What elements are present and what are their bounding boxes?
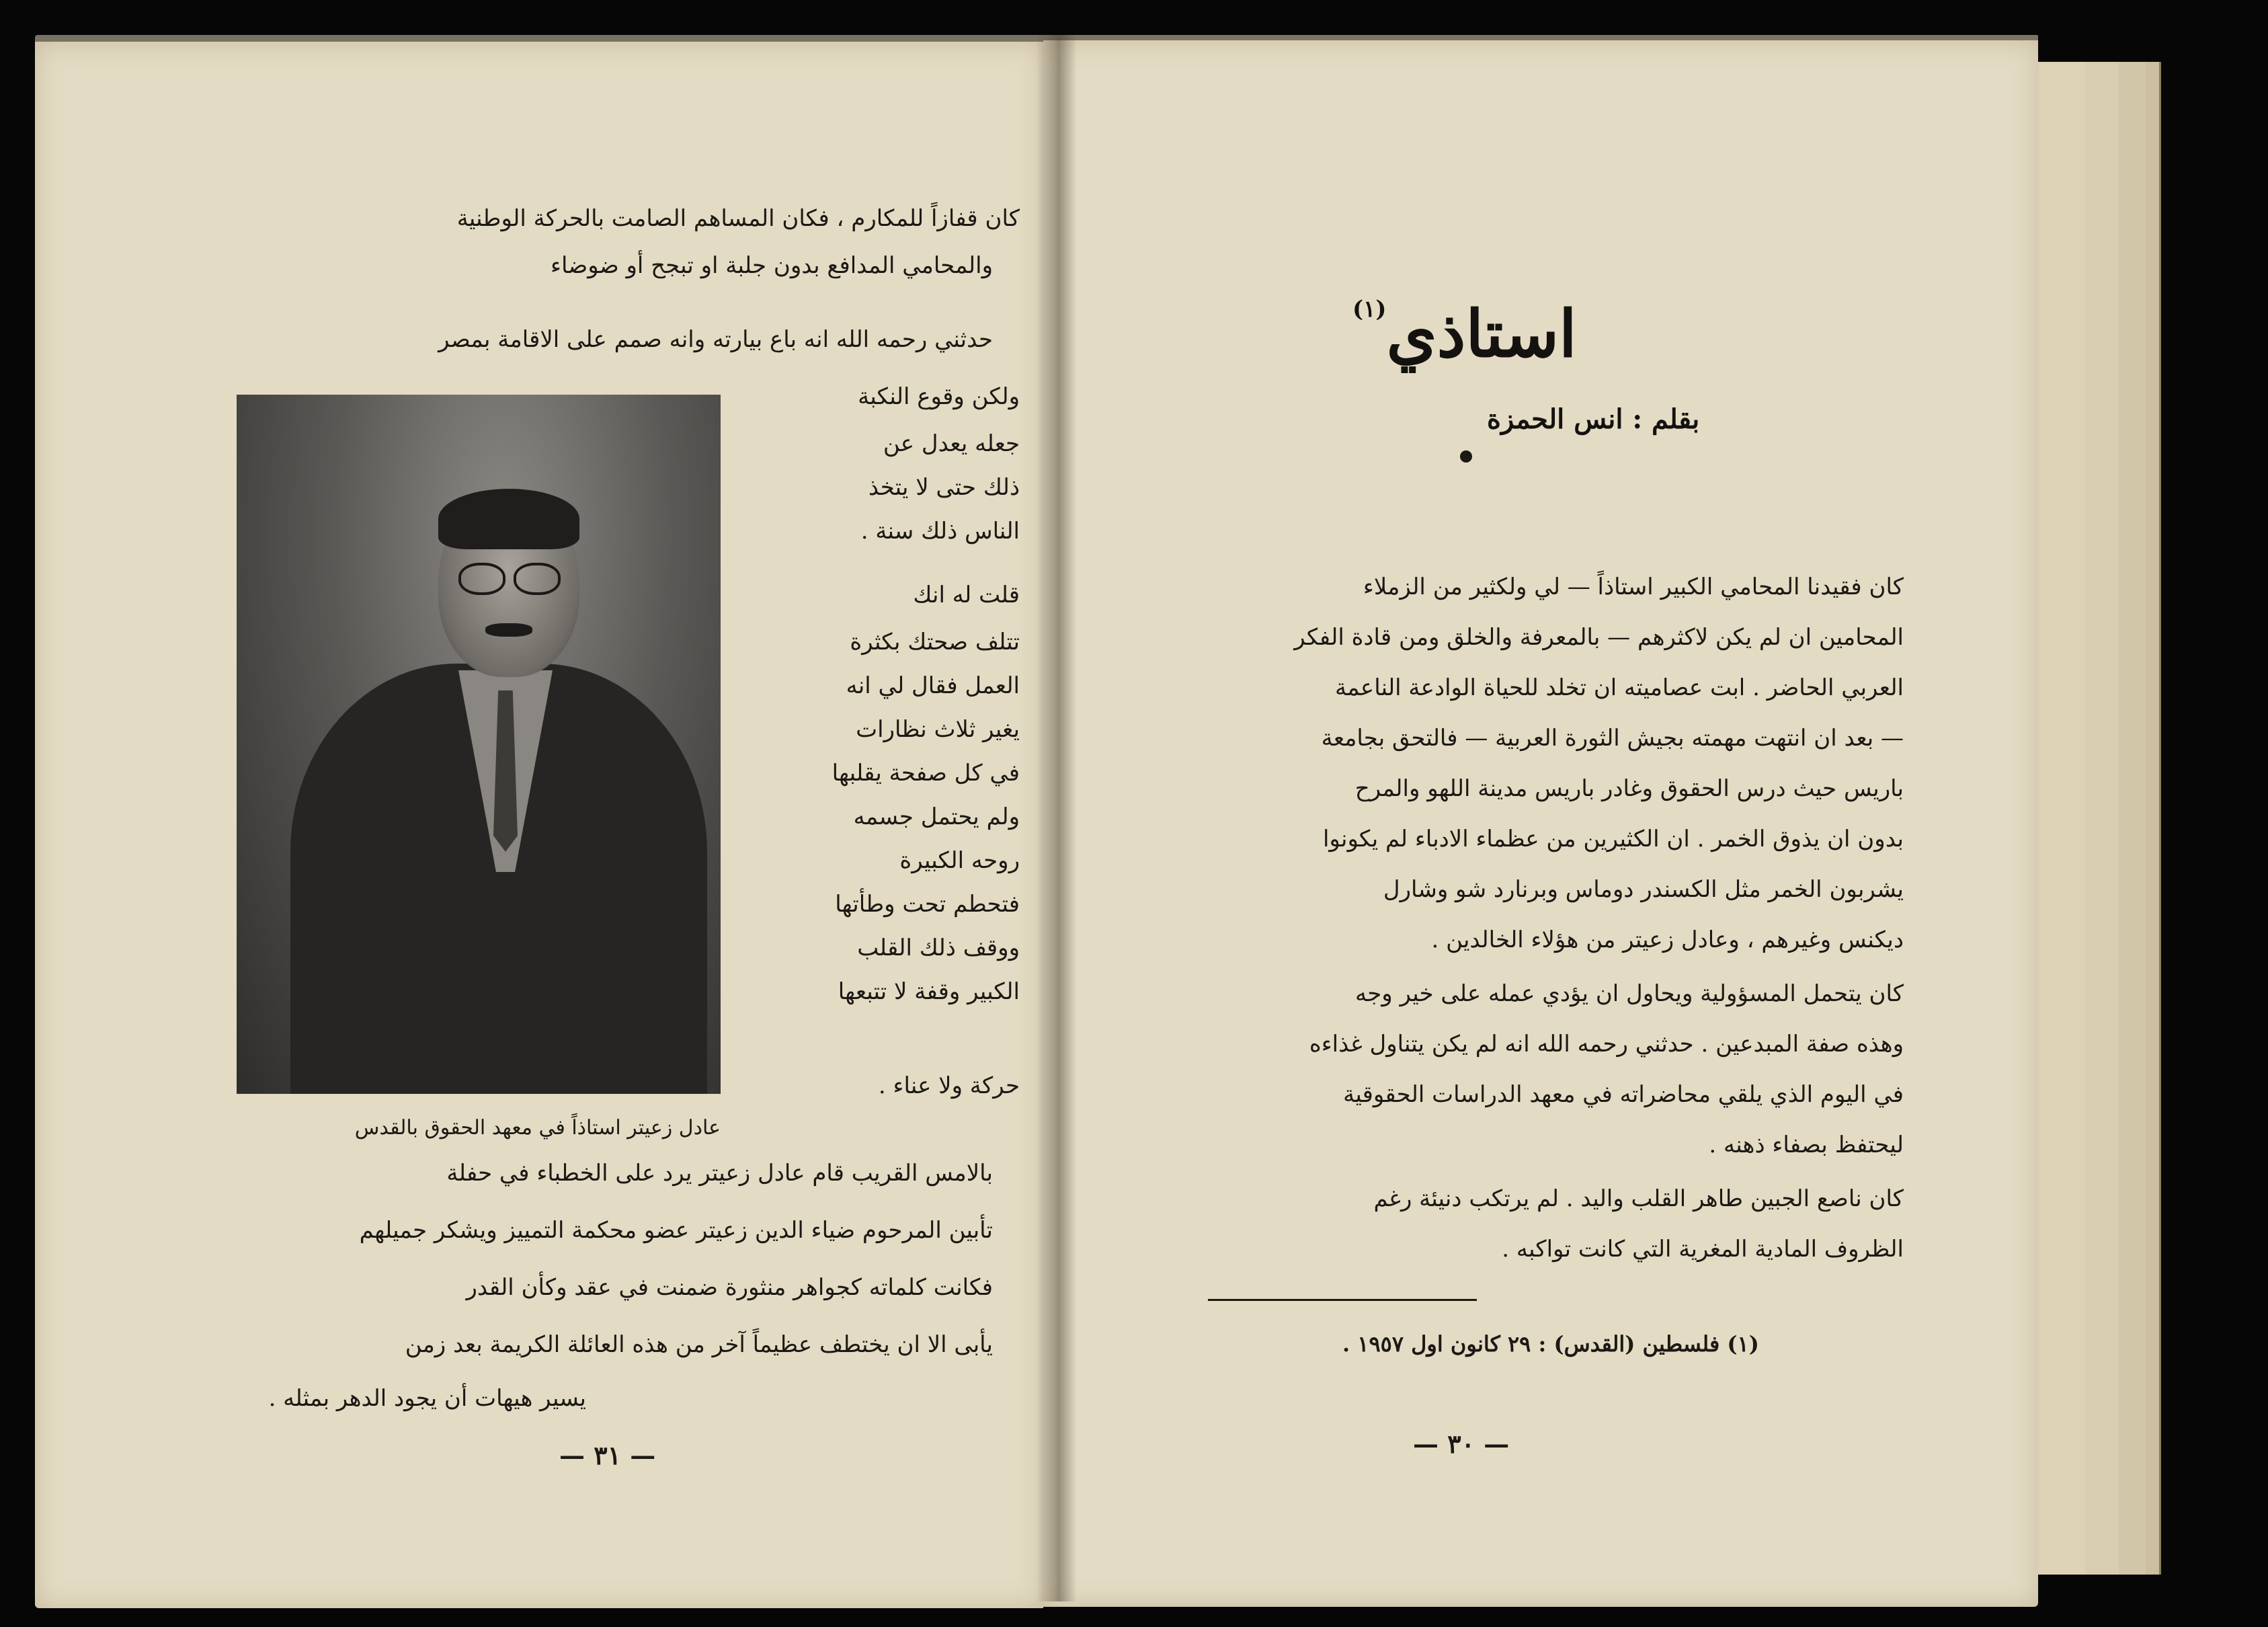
text-line: كان فقيدنا المحامي الكبير استاذاً — لي ولكثير من الزملاء (1363, 573, 1904, 600)
page-edges (2119, 62, 2147, 1575)
byline: بقلم : انس الحمزة (1487, 403, 1700, 435)
text-line: بالامس القريب قام عادل زعيتر يرد على الخطباء في حفلة (446, 1160, 993, 1187)
text-line: ذلك حتى لا يتخذ (868, 474, 1020, 501)
text-line: فتحطم تحت وطأتها (835, 891, 1020, 918)
text-line: العربي الحاضر . ابت عصاميته ان تخلد للحياة الوادعة الناعمة (1335, 674, 1904, 701)
portrait-photo (237, 395, 721, 1094)
text-line: الناس ذلك سنة . (860, 518, 1020, 545)
left-page (35, 35, 1043, 1608)
text-line: الظروف المادية المغرية التي كانت تواكبه . (1502, 1236, 1904, 1263)
open-book (35, 35, 2159, 1608)
text-line: ديكنس وغيرهم ، وعادل زعيتر من هؤلاء الخالدين . (1431, 926, 1904, 953)
text-line: كان يتحمل المسؤولية ويحاول ان يؤدي عمله على خير وجه (1355, 980, 1904, 1007)
text-line: الكبير وقفة لا تتبعها (838, 978, 1020, 1005)
page-number-right: — ٣٠ — (1413, 1429, 1510, 1459)
text-line: يأبى الا ان يختطف عظيماً آخر من هذه العائلة الكريمة بعد زمن (405, 1331, 993, 1358)
text-line: جعله يعدل عن (883, 430, 1020, 457)
text-line: يغير ثلاث نظارات (856, 716, 1020, 743)
text-line: قلت له انك (913, 582, 1020, 608)
text-line: يسير هيهات أن يجود الدهر بمثله . (268, 1385, 586, 1412)
text-line: — بعد ان انتهت مهمته بجيش الثورة العربية — فالتحق بجامعة (1321, 725, 1904, 752)
text-line: حدثني رحمه الله انه باع بيارته وانه صمم على الاقامة بمصر (438, 326, 993, 353)
text-line: المحامين ان لم يكن لاكثرهم — بالمعرفة والخلق ومن قادة الفكر (1294, 624, 1904, 651)
text-line: وهذه صفة المبدعين . حدثني رحمه الله انه لم يكن يتناول غذاءه (1309, 1031, 1904, 1058)
text-line: روحه الكبيرة (899, 847, 1020, 874)
book-gutter (1037, 35, 1077, 1601)
text-line: ووقف ذلك القلب (857, 935, 1020, 961)
text-line: بدون ان يذوق الخمر . ان الكثيرين من عظماء الادباء لم يكونوا (1322, 826, 1904, 852)
text-line: والمحامي المدافع بدون جلبة او تبجح أو ضوضاء (551, 252, 993, 279)
text-line: في كل صفحة يقلبها (832, 760, 1020, 787)
text-line: كان ناصع الجبين طاهر القلب واليد . لم يرتكب دنيئة رغم (1373, 1185, 1904, 1212)
article-title (1352, 296, 1577, 372)
text-line: حركة ولا عناء . (878, 1072, 1020, 1099)
text-line: باريس حيث درس الحقوق وغادر باريس مدينة اللهو والمرح (1354, 775, 1904, 802)
text-line: ولم يحتمل جسمه (853, 803, 1020, 830)
text-line: العمل فقال لي انه (846, 672, 1020, 699)
text-line: يشربون الخمر مثل الكسندر دوماس وبرنارد شو وشارل (1383, 876, 1904, 903)
footnote: (١) فلسطين (القدس) : ٢٩ كانون اول ١٩٥٧ . (1342, 1331, 1759, 1357)
text-line: فكانت كلماته كجواهر منثورة ضمنت في عقد وكأن القدر (466, 1274, 993, 1301)
right-page (1043, 35, 2038, 1607)
bullet-ornament (1460, 450, 1472, 463)
text-line: في اليوم الذي يلقي محاضراته في معهد الدراسات الحقوقية (1343, 1081, 1904, 1108)
page-edges (2038, 62, 2087, 1575)
page-edges (2146, 62, 2161, 1575)
text-line: ولكن وقوع النكبة (858, 383, 1020, 410)
page-edges (2085, 62, 2120, 1575)
photo-caption: عادل زعيتر استاذاً في معهد الحقوق بالقدس (354, 1116, 721, 1140)
page-number-left: — ٣١ — (559, 1440, 656, 1470)
title-footnote-marker: (١) (1352, 296, 1387, 323)
title-text: استاذي (1386, 296, 1577, 372)
text-line: تتلف صحتك بكثرة (850, 629, 1020, 656)
footnote-rule (1208, 1299, 1477, 1301)
text-line: كان قفازاً للمكارم ، فكان المساهم الصامت بالحركة الوطنية (456, 205, 1020, 232)
text-line: تأبين المرحوم ضياء الدين زعيتر عضو محكمة التمييز ويشكر جميلهم (359, 1217, 993, 1244)
text-line: ليحتفظ بصفاء ذهنه . (1709, 1132, 1904, 1158)
